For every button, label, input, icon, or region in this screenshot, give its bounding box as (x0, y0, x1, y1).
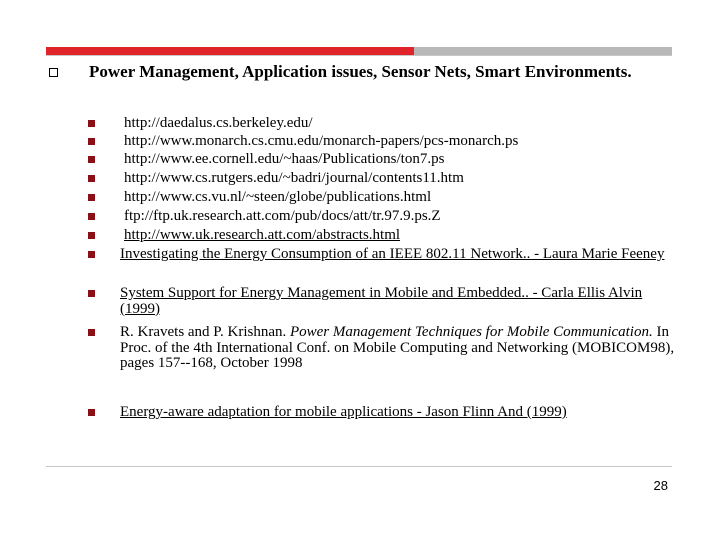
title-accent-bar (46, 47, 414, 55)
reference-url: ftp://ftp.uk.research.att.com/pub/docs/att/tr.97.9.ps.Z (124, 208, 441, 224)
reference-url: http://daedalus.cs.berkeley.edu/ (124, 115, 313, 131)
footer-rule (46, 466, 672, 467)
citation-authors: R. Kravets and P. Krishnan. (120, 324, 287, 340)
list-item (120, 228, 676, 244)
reference-link[interactable]: Investigating the Energy Consumption of an IEEE 802.11 Network.. - Laura Marie Feeney (120, 246, 665, 262)
list-item (120, 247, 676, 263)
reference-url: http://www.ee.cornell.edu/~haas/Publications/ton7.ps (124, 151, 445, 167)
square-bullet-icon (88, 232, 95, 239)
page-number: 28 (653, 478, 668, 493)
section-heading: Power Management, Application issues, Sensor Nets, Smart Environments. (89, 62, 632, 81)
citation-venue: In Proc. of the 4th International Conf. on Mobile Computing and Networking (MOBICOM98), pages 157--168, October 1998 (120, 324, 675, 371)
list-item (120, 171, 676, 187)
reference-link[interactable]: Energy-aware adaptation for mobile applications - Jason Flinn And (1999) (120, 404, 567, 420)
list-item (120, 134, 676, 150)
square-bullet-icon (88, 251, 95, 258)
square-bullet-icon (88, 156, 95, 163)
hollow-square-bullet-icon (49, 68, 58, 77)
reference-link[interactable]: http://www.uk.research.att.com/abstracts.html (124, 227, 401, 243)
list-item (120, 152, 676, 168)
square-bullet-icon (88, 175, 95, 182)
square-bullet-icon (88, 138, 95, 145)
reference-url: http://www.cs.rutgers.edu/~badri/journal/contents11.htm (124, 170, 464, 186)
reference-link[interactable]: System Support for Energy Management in Mobile and Embedded.. - Carla Ellis Alvin (1999) (120, 285, 643, 317)
square-bullet-icon (88, 194, 95, 201)
square-bullet-icon (88, 213, 95, 220)
title-rule (46, 55, 672, 56)
list-item (120, 209, 676, 225)
square-bullet-icon (88, 120, 95, 127)
title-secondary-bar (414, 47, 672, 55)
reference-url: http://www.cs.vu.nl/~steen/globe/publications.html (124, 189, 432, 205)
list-item (120, 190, 676, 206)
list-item (120, 325, 676, 372)
list-item (120, 405, 676, 421)
list-item (120, 286, 676, 317)
square-bullet-icon (88, 409, 95, 416)
square-bullet-icon (88, 329, 95, 336)
list-item (120, 116, 676, 132)
citation-title: Power Management Techniques for Mobile Communication. (289, 324, 653, 340)
square-bullet-icon (88, 290, 95, 297)
reference-url: http://www.monarch.cs.cmu.edu/monarch-papers/pcs-monarch.ps (124, 133, 519, 149)
